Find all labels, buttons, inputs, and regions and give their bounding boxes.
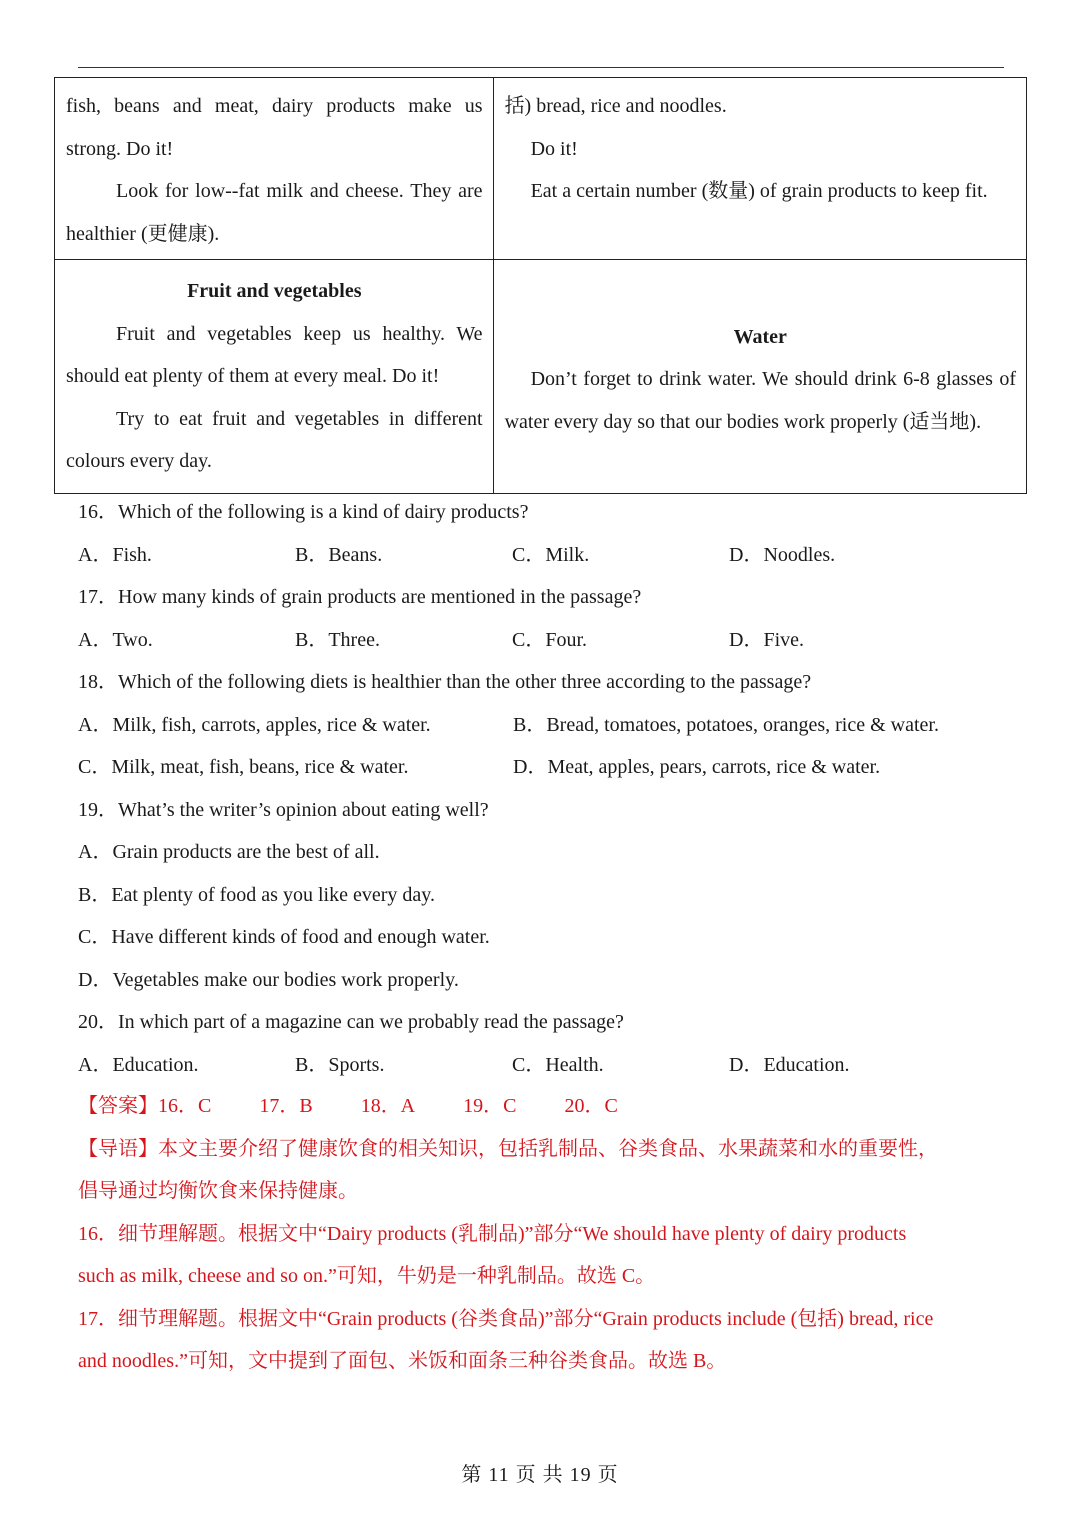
option: D．Five. bbox=[729, 628, 804, 651]
option: D．Vegetables make our bodies work properly. bbox=[78, 968, 459, 991]
option: B．Sports. bbox=[295, 1053, 385, 1076]
option: A．Two. bbox=[78, 628, 153, 651]
fruit-text-2: Try to eat fruit and vegetables in different colours every day. bbox=[66, 407, 483, 472]
option: D．Noodles. bbox=[729, 543, 836, 566]
dairy-text-1: fish, beans and meat, dairy products make us strong. Do it! bbox=[66, 95, 483, 160]
guide-line-2: 倡导通过均衡饮食来保持健康。 bbox=[78, 1180, 358, 1202]
dairy-text-2: Look for low--fat milk and cheese. They are healthier (更健康). bbox=[66, 180, 483, 245]
question-20: 20．In which part of a magazine can we probably read the passage? bbox=[78, 1011, 624, 1033]
answer-item: 17．B bbox=[259, 1095, 313, 1117]
option: A．Education. bbox=[78, 1053, 199, 1076]
fruit-cell bbox=[55, 260, 494, 494]
options-20 bbox=[78, 1044, 1018, 1087]
explanation-16-line-2: such as milk, cheese and so on.”可知，牛奶是一种乳制品。故选 C。 bbox=[78, 1265, 656, 1287]
grain-text-1: 括) bread, rice and noodles. bbox=[504, 95, 727, 117]
option: A．Fish. bbox=[78, 543, 152, 566]
water-text: Don’t forget to drink water. We should drink 6-8 glasses of water every day so that our bodies work properly (适当地). bbox=[504, 368, 1016, 433]
options-18b bbox=[78, 746, 1018, 789]
answer-item: 20．C bbox=[564, 1095, 618, 1117]
option: C．Milk, meat, fish, beans, rice & water. bbox=[78, 756, 409, 778]
option: C．Have different kinds of food and enough water. bbox=[78, 926, 490, 948]
option: C．Milk. bbox=[512, 543, 590, 566]
answer-label: 【答案】 bbox=[78, 1095, 158, 1117]
table-row bbox=[55, 78, 1027, 260]
passage-table bbox=[54, 77, 1027, 494]
option: B．Beans. bbox=[295, 543, 383, 566]
header-rule bbox=[78, 67, 1004, 68]
guide-line-1 bbox=[78, 1128, 1018, 1171]
answer-key bbox=[78, 1085, 1018, 1128]
option: A．Milk, fish, carrots, apples, rice & water. bbox=[78, 713, 431, 736]
option: C．Four. bbox=[512, 628, 588, 651]
option: C．Health. bbox=[512, 1053, 604, 1076]
answer-item: 18．A bbox=[360, 1095, 416, 1117]
question-17: 17．How many kinds of grain products are mentioned in the passage? bbox=[78, 586, 642, 608]
options-16 bbox=[78, 534, 1018, 577]
option: D．Education. bbox=[729, 1053, 850, 1076]
grain-cell bbox=[493, 78, 1026, 260]
dairy-cell bbox=[55, 78, 494, 260]
answer-item: 19．C bbox=[463, 1095, 517, 1117]
explanation-17-line-1: 17．细节理解题。根据文中“Grain products (谷类食品)”部分“Grain products include (包括) bread, rice bbox=[78, 1307, 934, 1330]
questions-section bbox=[78, 491, 1018, 1086]
guide-label: 【导语】 bbox=[78, 1137, 158, 1160]
options-17 bbox=[78, 619, 1018, 662]
fruit-text-1: Fruit and vegetables keep us healthy. We should eat plenty of them at every meal. Do it! bbox=[66, 322, 483, 387]
grain-text-2: Do it! bbox=[530, 137, 578, 160]
water-title: Water bbox=[733, 325, 787, 348]
fruit-title: Fruit and vegetables bbox=[187, 280, 362, 302]
option: D．Meat, apples, pears, carrots, rice & water. bbox=[513, 756, 881, 778]
option: B．Bread, tomatoes, potatoes, oranges, rice & water. bbox=[513, 713, 939, 736]
option: A．Grain products are the best of all. bbox=[78, 841, 380, 863]
answer-section bbox=[78, 1085, 1018, 1383]
question-18: 18．Which of the following diets is healthier than the other three according to the passage? bbox=[78, 671, 812, 693]
answer-item: 16．C bbox=[158, 1095, 212, 1117]
explanation-16-line-1: 16．细节理解题。根据文中“Dairy products (乳制品)”部分“We should have plenty of dairy products bbox=[78, 1222, 907, 1245]
options-18a bbox=[78, 704, 1018, 747]
guide-text: 本文主要介绍了健康饮食的相关知识，包括乳制品、谷类食品、水果蔬菜和水的重要性， bbox=[158, 1137, 938, 1160]
grain-text-3: Eat a certain number (数量) of grain products to keep fit. bbox=[530, 180, 988, 202]
question-16: 16．Which of the following is a kind of dairy products? bbox=[78, 501, 529, 523]
table-row bbox=[55, 260, 1027, 494]
option: B．Eat plenty of food as you like every day. bbox=[78, 883, 435, 906]
explanation-17-line-2: and noodles.”可知，文中提到了面包、米饭和面条三种谷类食品。故选 B。 bbox=[78, 1350, 727, 1372]
page-footer: 第 11 页 共 19 页 bbox=[461, 1464, 619, 1486]
water-cell bbox=[493, 260, 1026, 494]
option: B．Three. bbox=[295, 628, 380, 651]
question-19: 19．What’s the writer’s opinion about eating well? bbox=[78, 798, 489, 821]
